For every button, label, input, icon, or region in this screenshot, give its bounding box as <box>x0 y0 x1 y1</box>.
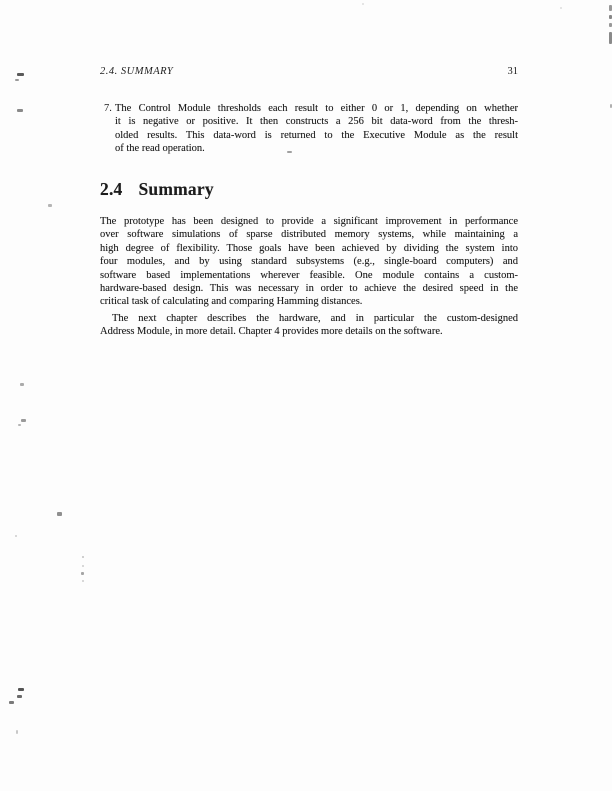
list-item-number: 7. <box>104 103 112 114</box>
scan-artifact <box>82 565 84 567</box>
paragraph-line: high degree of flexibility. Those goals have been achieved by dividing the system into <box>100 242 518 254</box>
scan-artifact <box>20 383 24 386</box>
running-header-title: 2.4. SUMMARY <box>100 66 174 77</box>
scan-artifact <box>362 3 364 5</box>
list-item-line: olded results. This data-word is returned to the Executive Module as the result <box>115 129 518 141</box>
list-item-line: it is negative or positive. It then constructs a 256 bit data-word from the thresh- <box>115 116 518 128</box>
scan-artifact <box>15 535 17 537</box>
list-item-line: of the read operation. <box>115 143 205 155</box>
paragraph-2 <box>100 312 518 339</box>
page-number: 31 <box>507 66 518 77</box>
scan-artifact <box>18 688 24 691</box>
scan-artifact <box>287 151 292 153</box>
paragraph-line: four modules, and by using standard subsystems (e.g., single-board computers) and <box>100 256 518 268</box>
scan-artifact <box>15 79 19 81</box>
list-item-line: The Control Module thresholds each result to either 0 or 1, depending on whether <box>115 103 518 114</box>
scan-artifact <box>18 424 21 426</box>
scan-artifact <box>9 701 14 704</box>
scan-artifact <box>16 730 18 734</box>
scan-artifact <box>48 204 52 207</box>
scan-artifact <box>82 580 84 582</box>
scan-artifact <box>17 73 24 76</box>
paragraph-line: The prototype has been designed to provide a significant improvement in performance <box>100 216 518 227</box>
section-number: 2.4 <box>100 179 123 199</box>
scan-artifact <box>560 7 562 9</box>
running-header <box>100 65 518 78</box>
paragraph-line: critical task of calculating and comparing Hamming distances. <box>100 296 363 308</box>
paragraph-line: software based implementations wherever feasible. One module contains a custom- <box>100 269 518 281</box>
section-title: Summary <box>138 179 214 199</box>
section-heading <box>100 179 214 199</box>
paragraph-line: Address Module, in more detail. Chapter 4 provides more details on the software. <box>100 326 443 338</box>
paragraph-line: The next chapter describes the hardware, and in particular the custom-designed <box>112 313 518 324</box>
scan-artifact <box>82 556 84 558</box>
paragraph-line: over software simulations of sparse distributed memory systems, while maintaining a <box>100 229 518 241</box>
scan-artifact <box>17 109 23 112</box>
scan-artifact <box>17 695 22 698</box>
paragraph-1 <box>100 215 518 309</box>
scan-artifact <box>57 512 62 516</box>
scan-artifact <box>81 572 84 575</box>
scan-artifact <box>21 419 26 422</box>
paragraph-line: hardware-based design. This was necessary in order to achieve the desired speed in the <box>100 282 518 294</box>
numbered-list-item <box>115 102 518 156</box>
